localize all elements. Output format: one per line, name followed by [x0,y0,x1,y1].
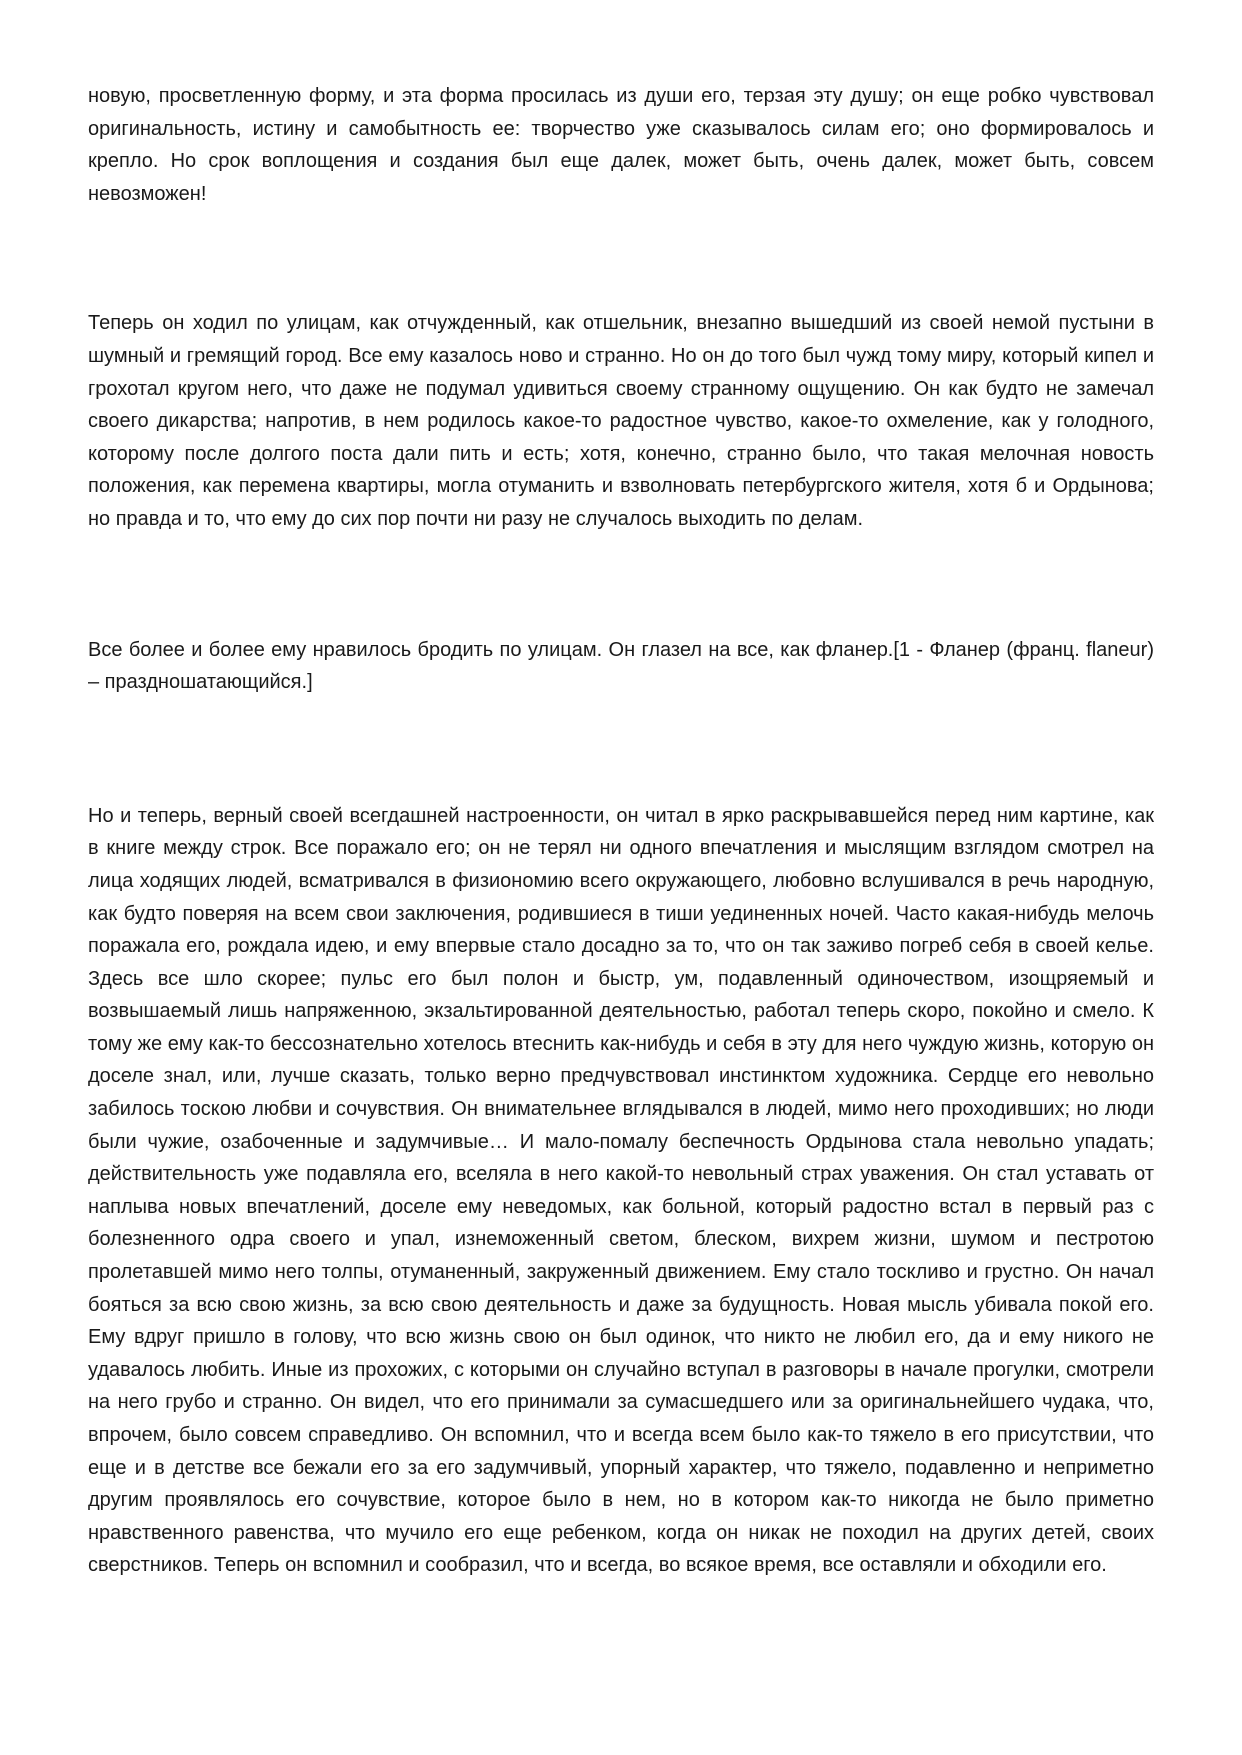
paragraph-4: Но и теперь, верный своей всегдашней настроенности, он читал в ярко раскрывавшейся перед ним картине, как в книге между строк. Все поражало его; он не терял ни одного впечатления и мыслящим взглядом смотрел на лица ходящих людей, всматривался в физиономию всего окружающего, любовно вслушивался в речь народную, как будто поверяя на всем свои заключения, родившиеся в тиши уединенных ночей. Часто какая-нибудь мелочь поражала его, рождала идею, и ему впервые стало досадно за то, что он так заживо погреб себя в своей келье. Здесь все шло скорее; пульс его был полон и быстр, ум, подавленный одиночеством, изощряемый и возвышаемый лишь напряженною, экзальтированной деятельностью, работал теперь скоро, покойно и смело. К тому же ему как-то бессознательно хотелось втеснить как-нибудь и себя в эту для него чуждую жизнь, которую он доселе знал, или, лучше сказать, только верно предчувствовал инстинктом художника. Сердце его невольно забилось тоскою любви и сочувствия. Он внимательнее вглядывался в людей, мимо него проходивших; но люди были чужие, озабоченные и задумчивые… И мало-помалу беспечность Ордынова стала невольно упадать; действительность уже подавляла его, вселяла в него какой-то невольный страх уважения. Он стал уставать от наплыва новых впечатлений, доселе ему неведомых, как больной, который радостно встал в первый раз с болезненного одра своего и упал, изнеможенный светом, блеском, вихрем жизни, шумом и пестротою пролетавшей мимо него толпы, отуманенный, закруженный движением. Ему стало тоскливо и грустно. Он начал бояться за всю свою жизнь, за всю свою деятельность и даже за будущность. Новая мысль убивала покой его. Ему вдруг пришло в голову, что всю жизнь свою он был одинок, что никто не любил его, да и ему никого не удавалось любить. Иные из прохожих, с которыми он случайно вступал в разговоры в начале прогулки, смотрели на него грубо и странно. Он видел, что его принимали за сумасшедшего или за оригинальнейшего чудака, что, впрочем, было совсем справедливо. Он вспомнил, что и всегда всем было как-то тяжело в его присутствии, что еще и в детстве все бежали его за его задумчивый, упорный характер, что тяжело, подавленно и неприметно другим проявлялось его сочувствие, которое было в нем, но в котором как-то никогда не было приметно нравственного равенства, что мучило его еще ребенком, когда он никак не походил на других детей, своих сверстников. Теперь он вспомнил и сообразил, что и всегда, во всякое время, все оставляли и обходили его. [88,804,1154,1577]
paragraph-1: новую, просветленную форму, и эта форма просилась из души его, терзая эту душу; он еще робко чувствовал оригинальность, истину и самобытность ее: творчество уже сказывалось силам его; оно формировалось и крепло. Но срок воплощения и создания был еще далек, может быть, очень далек, может быть, совсем невозможен! [88,85,1154,205]
paragraph-2: Теперь он ходил по улицам, как отчужденный, как отшельник, внезапно вышедший из своей немой пустыни в шумный и гремящий город. Все ему казалось ново и странно. Но он до того был чужд тому миру, который кипел и грохотал кругом него, что даже не подумал удивиться своему странному ощущению. Он как будто не замечал своего дикарства; напротив, в нем родилось какое-то радостное чувство, какое-то охмеление, как у голодного, которому после долгого поста дали пить и есть; хотя, конечно, странно было, что такая мелочная новость положения, как перемена квартиры, могла отуманить и взволновать петербургского жителя, хотя б и Ордынова; но правда и то, что ему до сих пор почти ни разу не случалось выходить по делам. [88,312,1154,530]
paragraph-3: Все более и более ему нравилось бродить по улицам. Он глазел на все, как фланер.[1 - Фланер (франц. flaneur) – праздношатающийся.] [88,638,1154,694]
document-page [88,80,1154,1582]
